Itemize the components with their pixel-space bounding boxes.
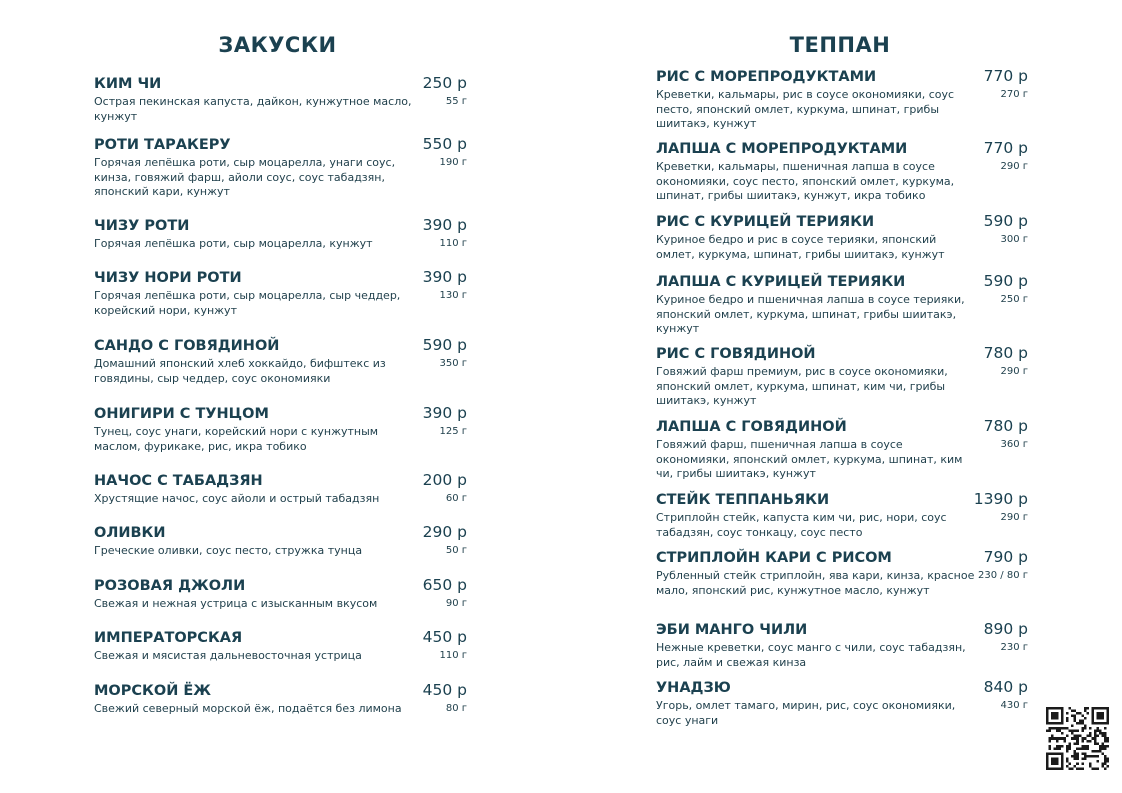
teppan-section-title: ТЕППАН [789, 33, 891, 57]
dish-name: КИМ ЧИ [94, 76, 162, 92]
dish-description: Хрустящие начос, соус айоли и острый табадзян [94, 492, 380, 505]
menu-item [656, 490, 1028, 539]
dish-name: РОТИ ТАРАКЕРУ [94, 137, 231, 153]
dish-weight: 230 г [1000, 642, 1028, 653]
dish-name: РИС С КУРИЦЕЙ ТЕРИЯКИ [656, 214, 875, 230]
menu-item [94, 576, 467, 610]
dish-weight: 290 г [1000, 161, 1028, 172]
dish-weight: 60 г [445, 493, 467, 504]
dish-name: ЭБИ МАНГО ЧИЛИ [656, 622, 808, 638]
dish-price: 450 р [422, 628, 467, 646]
dish-weight: 360 г [1000, 439, 1028, 450]
dish-name: ЧИЗУ НОРИ РОТИ [94, 270, 242, 286]
menu-item [94, 135, 467, 199]
dish-name: МОРСКОЙ ЁЖ [94, 683, 212, 699]
dish-description: Нежные креветки, соус манго с чили, соус табадзян, рис, лайм и свежая кинза [656, 641, 966, 669]
dish-name: ОЛИВКИ [94, 525, 166, 541]
dish-weight: 50 г [445, 545, 467, 556]
dish-description: Тунец, соус унаги, корейский нори с кунжутным маслом, фурикаке, рис, икра тобико [94, 425, 379, 453]
dish-price: 590 р [422, 336, 467, 354]
dish-name: СТЕЙК ТЕППАНЬЯКИ [656, 492, 830, 508]
dish-price: 390 р [422, 404, 467, 422]
dish-description: Острая пекинская капуста, дайкон, кунжутное масло, кунжут [94, 95, 412, 123]
dish-name: ЛАПША С МОРЕПРОДУКТАМИ [656, 141, 908, 157]
dish-weight: 90 г [445, 598, 467, 609]
dish-description: Говяжий фарш, пшеничная лапша в соусе окономияки, японский омлет, куркума, шпинат, ким чи, грибы шиитакэ, кунжут [656, 438, 963, 481]
dish-name: УНАДЗЮ [656, 680, 731, 696]
dish-name: ИМПЕРАТОРСКАЯ [94, 630, 243, 646]
dish-price: 780 р [983, 344, 1028, 362]
dish-description: Свежая и мясистая дальневосточная устрица [94, 649, 362, 662]
menu-item [94, 268, 467, 317]
dish-weight: 290 г [1000, 512, 1028, 523]
qr-code-icon [1046, 707, 1109, 770]
dish-name: СТРИПЛОЙН КАРИ С РИСОМ [656, 550, 892, 566]
dish-description: Угорь, омлет тамаго, мирин, рис, соус окономияки, соус унаги [656, 699, 956, 727]
dish-description: Креветки, кальмары, пшеничная лапша в соусе окономияки, соус песто, японский омлет, куркума, шпинат, грибы шиитакэ, кунжут, икра тобико [656, 160, 955, 203]
dish-description: Греческие оливки, соус песто, стружка тунца [94, 544, 363, 557]
dish-weight: 110 г [439, 650, 467, 661]
dish-name: РОЗОВАЯ ДЖОЛИ [94, 578, 246, 594]
dish-price: 1390 р [973, 490, 1028, 508]
dish-weight: 80 г [445, 703, 467, 714]
dish-name: ОНИГИРИ С ТУНЦОМ [94, 406, 269, 422]
dish-price: 770 р [983, 67, 1028, 85]
dish-weight: 250 г [1000, 294, 1028, 305]
dish-description: Рубленный стейк стриплойн, ява кари, кинза, красное мало, японский рис, кунжутное масло, кунжут [656, 569, 975, 597]
menu-item [656, 620, 1028, 669]
dish-price: 890 р [983, 620, 1028, 638]
menu-item [656, 212, 1028, 261]
menu-item [656, 272, 1028, 336]
dish-price: 650 р [422, 576, 467, 594]
dish-description: Свежий северный морской ёж, подаётся без лимона [94, 702, 402, 715]
menu-item [656, 344, 1028, 408]
dish-weight: 130 г [439, 290, 467, 301]
dish-name: РИС С ГОВЯДИНОЙ [656, 346, 816, 362]
menu-item [656, 139, 1028, 203]
menu-item [94, 628, 467, 662]
dish-weight: 125 г [439, 426, 467, 437]
dish-weight: 270 г [1000, 89, 1028, 100]
menu-item [94, 404, 467, 453]
dish-name: ЧИЗУ РОТИ [94, 218, 190, 234]
dish-weight: 110 г [439, 238, 467, 249]
dish-weight: 55 г [445, 96, 467, 107]
dish-name: ЛАПША С ГОВЯДИНОЙ [656, 419, 847, 435]
dish-price: 590 р [983, 212, 1028, 230]
menu-item [656, 678, 1028, 727]
dish-price: 390 р [422, 268, 467, 286]
dish-name: САНДО С ГОВЯДИНОЙ [94, 338, 280, 354]
dish-price: 290 р [422, 523, 467, 541]
dish-description: Свежая и нежная устрица с изысканным вкусом [94, 597, 378, 610]
dish-price: 780 р [983, 417, 1028, 435]
dish-name: ЛАПША С КУРИЦЕЙ ТЕРИЯКИ [656, 274, 906, 290]
menu-item [656, 417, 1028, 481]
dish-price: 590 р [983, 272, 1028, 290]
dish-description: Домашний японский хлеб хоккайдо, бифштекс из говядины, сыр чеддер, соус окономияки [94, 357, 386, 385]
dish-description: Креветки, кальмары, рис в соусе окономияки, соус песто, японский омлет, куркума, шпинат, грибы шиитакэ, кунжут [656, 88, 955, 131]
dish-weight: 290 г [1000, 366, 1028, 377]
dish-description: Горячая лепёшка роти, сыр моцарелла, сыр чеддер, корейский нори, кунжут [94, 289, 401, 317]
dish-name: НАЧОС С ТАБАДЗЯН [94, 473, 263, 489]
dish-description: Куриное бедро и пшеничная лапша в соусе терияки, японский омлет, куркума, шпинат, грибы шиитакэ, кунжут [656, 293, 965, 336]
dish-price: 200 р [422, 471, 467, 489]
menu-item [94, 523, 467, 557]
dish-price: 770 р [983, 139, 1028, 157]
menu-item [94, 336, 467, 385]
menu-item [94, 471, 467, 505]
dish-price: 390 р [422, 216, 467, 234]
menu-item [94, 681, 467, 715]
dish-weight: 300 г [1000, 234, 1028, 245]
menu-item [94, 74, 467, 123]
dish-weight: 230 / 80 г [978, 570, 1028, 581]
dish-price: 550 р [422, 135, 467, 153]
menu-item [656, 548, 1028, 597]
dish-description: Говяжий фарш премиум, рис в соусе окономияки, японский омлет, куркума, шпинат, ким чи, грибы шиитакэ, кунжут [656, 365, 948, 408]
dish-description: Стриплойн стейк, капуста ким чи, рис, нори, соус табадзян, соус тонкацу, соус песто [656, 511, 947, 539]
dish-weight: 350 г [439, 358, 467, 369]
dish-description: Куриное бедро и рис в соусе терияки, японский омлет, куркума, шпинат, грибы шиитакэ, кунжут [656, 233, 945, 261]
menu-item [656, 67, 1028, 131]
dish-price: 450 р [422, 681, 467, 699]
snacks-section-title: ЗАКУСКИ [218, 33, 337, 57]
dish-price: 250 р [422, 74, 467, 92]
menu-item [94, 216, 467, 250]
dish-name: РИС С МОРЕПРОДУКТАМИ [656, 69, 877, 85]
dish-price: 790 р [983, 548, 1028, 566]
dish-weight: 190 г [439, 157, 467, 168]
dish-description: Горячая лепёшка роти, сыр моцарелла, кунжут [94, 237, 373, 250]
dish-price: 840 р [983, 678, 1028, 696]
dish-description: Горячая лепёшка роти, сыр моцарелла, унаги соус, кинза, говяжий фарш, айоли соус, соус табадзян, японский кари, кунжут [94, 156, 396, 199]
dish-weight: 430 г [1000, 700, 1028, 711]
